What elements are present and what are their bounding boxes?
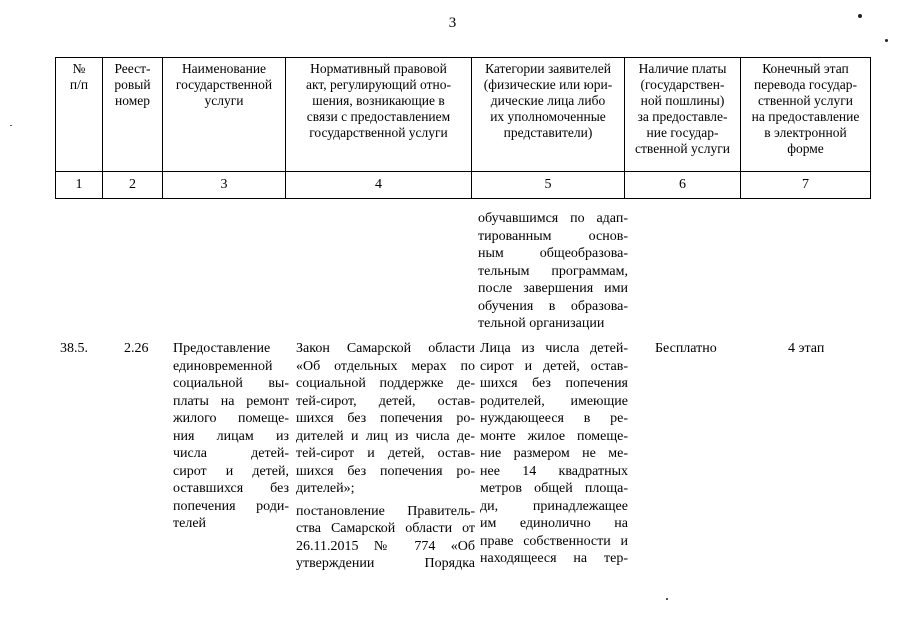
header-line: акт, регулирующий отно- [306,77,451,92]
text-line: 26.11.2015 № 774 «Об [296,538,475,554]
text-line: сирот и детей, остав- [480,358,628,374]
header-line: (государствен- [640,77,725,92]
column-number-row [56,172,871,199]
text-line: утверждении Порядка [296,556,475,571]
text-line: ния лицам из [173,428,289,444]
header-line: форме [787,141,824,156]
header-line: ственной услуги [635,141,730,156]
text-line: попечения роди- [173,498,289,514]
header-line: номер [114,93,150,108]
header-col-5 [472,58,625,172]
text-line: шихся без попечения ро- [296,463,475,479]
text-line: шихся без попечения ро- [296,411,475,426]
text-line: нее 14 квадратных [480,463,628,479]
header-col-3 [163,58,286,172]
text-line: социальной вы- [173,376,289,391]
header-line: ной пошлины) [640,93,725,108]
text-line: ства Самарской области от [296,521,475,536]
text-line: числа детей- [173,446,289,461]
header-col-4 [286,58,472,172]
text-line: праве собственности и [480,533,628,549]
scan-speck [10,125,12,126]
scan-speck [858,14,862,18]
column-number: 3 [163,172,286,199]
text-line: метров общей площа- [480,481,628,496]
text-line: тельной организации [478,316,605,331]
text-line: обучения в образова- [478,298,628,314]
fee-value: Бесплатно [655,341,717,356]
row-number: 38.5. [60,341,88,356]
text-line: социальной поддержке де- [296,376,475,391]
header-line: государственной услуги [309,125,448,140]
text-line: постановление Правитель- [296,503,475,519]
column-number: 5 [472,172,625,199]
registry-number: 2.26 [124,341,149,356]
scan-speck [666,598,668,600]
service-name [173,340,289,533]
header-line: Реест- [114,61,151,76]
electronic-stage: 4 этап [788,341,825,356]
text-line: ди, принадлежащее [480,498,628,514]
column-number: 1 [56,172,103,199]
text-line: ным общеобразова- [478,246,628,261]
text-line: дителей и лиц из числа де- [296,428,475,444]
header-line: ние государ- [646,125,719,140]
column-number: 7 [741,172,871,199]
header-line: перевода государ- [754,77,857,92]
text-line: Лица из числа детей- [480,341,628,356]
legal-acts [296,340,475,573]
text-line: тей-сирот и детей, остав- [296,446,475,461]
header-line: Категории заявителей [485,61,611,76]
header-line: дические лица либо [490,93,606,108]
text-line: шихся без попечения [480,376,628,391]
text-line: им единолично на [480,516,628,531]
text-line: после завершения ими [478,281,628,296]
scan-speck [885,39,888,42]
header-line: Наименование [181,61,267,76]
header-line: за предоставле- [637,109,728,124]
header-line: Нормативный правовой [310,61,447,76]
text-line: нуждающееся в ре- [480,411,628,426]
text-line: Закон Самарской области [296,341,475,356]
text-line: находящееся на тер- [480,551,628,566]
text-line: единовременной [173,358,273,374]
text-line: сирот и детей, [173,463,289,479]
header-row [56,58,871,172]
header-line: связи с предоставлением [306,109,451,124]
text-line: тированным основ- [478,228,628,244]
services-table-header [55,57,871,199]
text-line: тей-сирот, детей, остав- [296,393,475,409]
header-line: их уполномоченные [490,109,606,124]
text-line: монте жилое помеще- [480,428,628,444]
header-line: на предоставление [751,109,860,124]
header-line: ственной услуги [758,93,853,108]
header-line: Конечный этап [762,61,849,76]
column-number: 2 [103,172,163,199]
text-line: телей [173,516,207,531]
header-line: (физические или юри- [483,77,613,92]
text-line: тельным программам, [478,263,628,279]
column-number: 6 [625,172,741,199]
header-col-6 [625,58,741,172]
page-number: 3 [448,15,457,31]
text-line: Предоставление [173,341,271,356]
text-line: «Об отдельных мерах по [296,358,475,374]
header-col-7 [741,58,871,172]
category-continuation [478,210,628,333]
header-line: шения, возникающие в [312,93,445,108]
header-line: услуги [204,93,244,108]
text-line: оставшихся без [173,481,289,496]
header-line: государственной [175,77,273,92]
header-line: № [72,61,86,76]
header-line: представители) [503,125,593,140]
header-col-2 [103,58,163,172]
text-line: обучавшимся по адап- [478,211,628,226]
text-line: ние размером не ме- [480,446,628,461]
text-line: дителей»; [296,481,355,496]
column-number: 4 [286,172,472,199]
text-line: родителей, имеющие [480,393,628,409]
text-line: платы на ремонт [173,393,289,409]
applicant-categories [480,340,628,568]
header-line: п/п [69,77,89,92]
header-line: Наличие платы [638,61,727,76]
header-line: ровый [114,77,151,92]
text-line: жилого помеще- [173,411,289,426]
header-line: в электронной [764,125,847,140]
header-col-1 [56,58,103,172]
